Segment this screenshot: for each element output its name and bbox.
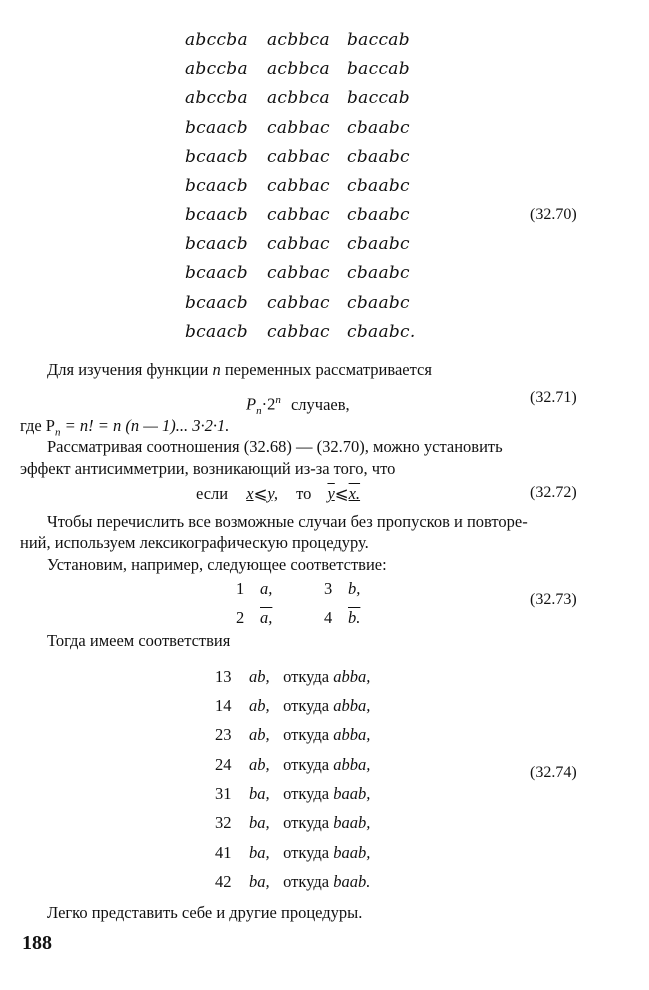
math-P: P: [246, 394, 257, 414]
text: переменных рассматривается: [224, 360, 432, 379]
math-le: ⩽: [253, 484, 268, 503]
equation-number: (32.73): [530, 591, 577, 608]
equation-number: (32.74): [530, 764, 577, 781]
math-sup: n: [275, 394, 281, 406]
correspondence-row: [215, 696, 370, 716]
math-text: ·2: [261, 394, 276, 414]
correspondence-row: [215, 725, 370, 745]
paragraph-line: Легко представить себе и другие процедуры.: [47, 903, 363, 922]
grid-cell: acbbca: [267, 30, 330, 50]
math-var: b.: [348, 608, 361, 627]
math-var: b,: [348, 579, 361, 598]
text: откуда: [283, 872, 330, 891]
correspondence-row: [215, 843, 370, 863]
math-result: abba,: [333, 725, 371, 744]
number: 31: [215, 784, 232, 803]
grid-cell: cabbac: [267, 176, 330, 196]
math-pair: ba,: [249, 813, 270, 832]
math-result: baab.: [333, 872, 371, 891]
number: 3: [324, 579, 333, 598]
math-result: abba,: [333, 696, 371, 715]
grid-row: [185, 118, 425, 147]
text: откуда: [283, 784, 330, 803]
grid-cell: bcaacb: [185, 322, 248, 342]
math-pair: ab,: [249, 696, 270, 715]
grid-cell: cabbac: [267, 118, 330, 138]
paragraph-line: Установим, например, следующее соответствие:: [47, 555, 387, 574]
math-result: abba,: [333, 755, 371, 774]
math-sub: n: [54, 426, 61, 439]
text: где P: [20, 416, 55, 435]
math-text: = n! = n (n — 1)... 3·2·1.: [64, 416, 230, 435]
grid-cell: bcaacb: [185, 293, 248, 313]
grid-cell: cabbac: [267, 293, 330, 313]
grid-cell: cabbac: [267, 205, 330, 225]
grid-cell: baccab: [347, 30, 410, 50]
correspondence-row: [215, 667, 370, 687]
paragraph-line: эффект антисимметрии, возникающий из-за того, что: [20, 459, 396, 478]
number: 4: [324, 608, 333, 627]
text: откуда: [283, 696, 330, 715]
paragraph-line: Рассматривая соотношения (32.68) — (32.70), можно установить: [47, 437, 503, 456]
paragraph-line: Тогда имеем соответствия: [47, 631, 231, 650]
math-pair: ab,: [249, 725, 270, 744]
grid-cell: bcaacb: [185, 147, 248, 167]
grid-cell: cbaabc: [347, 293, 410, 313]
math-x: x: [246, 484, 254, 503]
correspondence-row: [215, 813, 370, 833]
formula-32-73-row: [236, 607, 360, 629]
grid-cell: cbaabc: [347, 176, 410, 196]
equation-number: (32.72): [530, 484, 577, 501]
grid-row: [185, 205, 425, 234]
text: Для изучения функции: [47, 360, 209, 379]
text: откуда: [283, 667, 330, 686]
grid-cell: bcaacb: [185, 263, 248, 283]
math-result: baab,: [333, 813, 371, 832]
math-sub: n: [256, 404, 262, 417]
math-pair: ba,: [249, 843, 270, 862]
grid-cell: abccba: [185, 59, 248, 79]
correspondence-row: [215, 784, 370, 804]
grid-cell: cbaabc: [347, 234, 410, 254]
math-pair: ab,: [249, 755, 270, 774]
grid-row: [185, 176, 425, 205]
formula-32-73-row: [236, 578, 360, 600]
grid-cell: cabbac: [267, 147, 330, 167]
grid-cell: cabbac: [267, 234, 330, 254]
paragraph-line: Чтобы перечислить все возможные случаи без пропусков и повторе-: [47, 512, 528, 531]
grid-cell: bcaacb: [185, 205, 248, 225]
number: 24: [215, 755, 232, 774]
math-result: abba,: [333, 667, 371, 686]
grid-row: [185, 147, 425, 176]
grid-cell: cbaabc.: [347, 322, 416, 342]
number: 13: [215, 667, 232, 686]
grid-cell: cbaabc: [347, 147, 410, 167]
grid-row: [185, 322, 425, 351]
text: случаев,: [290, 394, 350, 414]
math-pair: ab,: [249, 667, 270, 686]
number: 23: [215, 725, 232, 744]
grid-cell: abccba: [185, 30, 248, 50]
number: 41: [215, 843, 232, 862]
grid-cell: acbbca: [267, 59, 330, 79]
grid-cell: cabbac: [267, 322, 330, 342]
grid-cell: cbaabc: [347, 118, 410, 138]
math-y: y,: [267, 484, 278, 503]
paragraph-line: ний, используем лексикографическую процедуру.: [20, 533, 369, 552]
math-x: x.: [348, 484, 361, 503]
paragraph: [47, 359, 432, 381]
grid-cell: baccab: [347, 88, 410, 108]
grid-cell: abccba: [185, 88, 248, 108]
grid-cell: baccab: [347, 59, 410, 79]
text: откуда: [283, 755, 330, 774]
math-n: n: [212, 360, 221, 379]
grid-row: [185, 293, 425, 322]
text: откуда: [283, 725, 330, 744]
math-var: a,: [260, 579, 273, 598]
grid-row: [185, 30, 425, 59]
math-result: baab,: [333, 843, 371, 862]
grid-row: [185, 263, 425, 292]
math-result: baab,: [333, 784, 371, 803]
math-pair: ba,: [249, 872, 270, 891]
number: 1: [236, 579, 245, 598]
page-number: 188: [22, 932, 52, 954]
grid-cell: cbaabc: [347, 205, 410, 225]
number: 42: [215, 872, 232, 891]
grid-cell: acbbca: [267, 88, 330, 108]
grid-cell: cabbac: [267, 263, 330, 283]
grid-cell: bcaacb: [185, 118, 248, 138]
text: то: [296, 484, 312, 503]
grid-row: [185, 59, 425, 88]
math-pair: ba,: [249, 784, 270, 803]
text: если: [196, 484, 229, 503]
correspondence-row: [215, 755, 370, 775]
formula-32-72: [196, 483, 360, 505]
grid-cell: bcaacb: [185, 176, 248, 196]
equation-number: (32.70): [530, 206, 577, 223]
math-le: ⩽: [334, 484, 349, 503]
grid-cell: bcaacb: [185, 234, 248, 254]
number: 32: [215, 813, 232, 832]
text: откуда: [283, 813, 330, 832]
correspondence-row: [215, 872, 370, 892]
math-y: y: [327, 484, 335, 503]
number: 2: [236, 608, 245, 627]
formula-32-71: [246, 389, 350, 422]
number: 14: [215, 696, 232, 715]
math-var: a,: [260, 608, 273, 627]
grid-cell: cbaabc: [347, 263, 410, 283]
equation-number: (32.71): [530, 389, 577, 406]
text: откуда: [283, 843, 330, 862]
grid-row: [185, 88, 425, 117]
grid-row: [185, 234, 425, 263]
